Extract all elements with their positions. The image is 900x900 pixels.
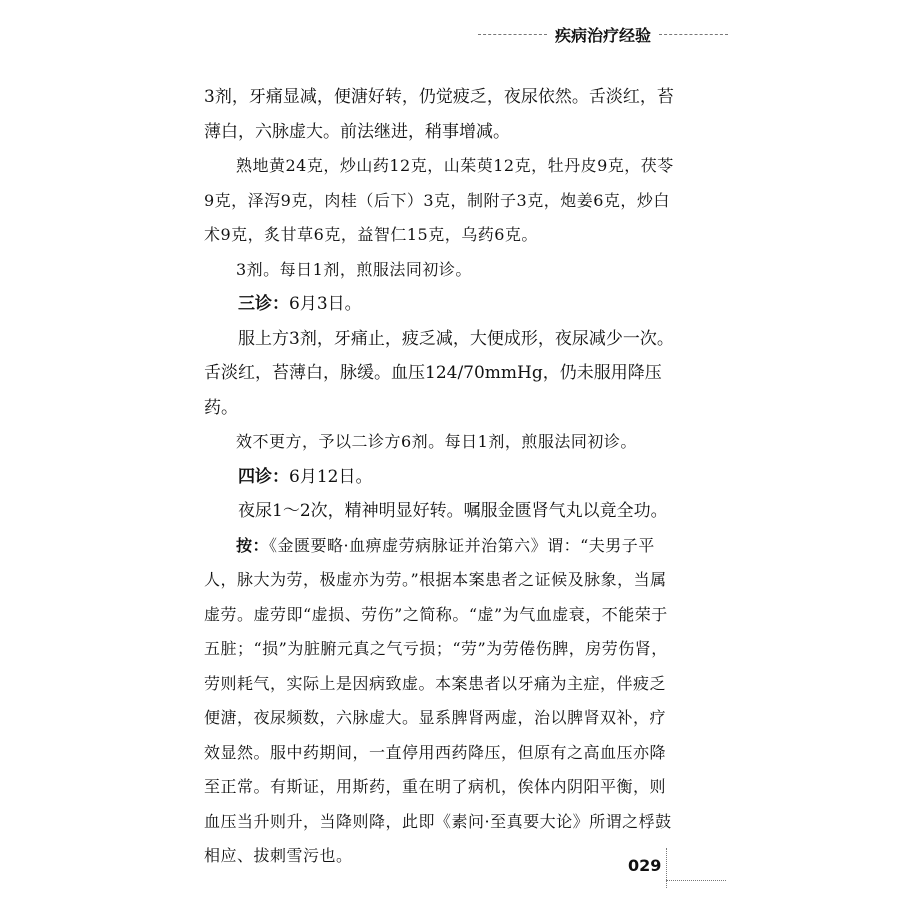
dosage-instruction: 3剂。每日1剂，煎服法同初诊。 xyxy=(236,259,472,279)
header-title: 疾病治疗经验 xyxy=(555,25,652,45)
paragraph-continuation: 3剂，牙痛显减，便溏好转，仍觉疲乏，夜尿依然。舌淡红，苔薄白，六脉虚大。前法继进，稍事增减。 xyxy=(204,87,674,142)
running-header xyxy=(478,22,728,46)
page-number: 029 xyxy=(628,856,662,875)
fourth-visit-label: 四诊： xyxy=(238,466,289,487)
fourth-visit-date: 6月12日。 xyxy=(289,466,373,487)
page-corner-vertical-rule xyxy=(666,848,667,888)
commentary-label: 按： xyxy=(236,535,270,555)
third-visit-prescription: 效不更方，予以二诊方6剂。每日1剂，煎服法同初诊。 xyxy=(236,432,637,451)
third-visit-label: 三诊： xyxy=(238,294,289,314)
commentary-text: 《金匮要略·血痹虚劳病脉证并治第六》谓：“夫男子平人，脉大为劳，极虚亦为劳。”根据本案患者之证候及脉象，当属虚劳。虚劳即“虚损、劳伤”之简称。“虚”为气血虚衰，不能荣于五脏；“损”为脏腑元真之气亏损；“劳”为劳倦伤脾，房劳伤肾，劳则耗气，实际上是因病致虚。本案患者以牙痛为主症，伴疲乏便溏，夜尿频数，六脉虚大。显系脾肾两虚，治以脾肾双补，疗效显然。服中药期间，一直停用西药降压，但原有之高血压亦降至正常。有斯证，用斯药，重在明了病机，俟体内阴阳平衡，则血压当升则升，当降则降，此即《素问·至真要大论》所谓之桴鼓相应、拔刺雪污也。 xyxy=(204,535,672,865)
header-left-rule xyxy=(478,34,547,35)
header-right-rule xyxy=(659,34,728,35)
fourth-visit-heading xyxy=(204,460,674,495)
third-visit-date: 6月3日。 xyxy=(289,294,362,314)
page-body xyxy=(204,80,674,874)
page-corner-horizontal-rule xyxy=(666,880,726,881)
third-visit-paragraph: 服上方3剂，牙痛止，疲乏减，大便成形，夜尿减少一次。舌淡红，苔薄白，脉缓。血压124/70mmHg，仍未服用降压药。 xyxy=(204,328,674,418)
prescription-paragraph: 熟地黄24克，炒山药12克，山茱萸12克，牡丹皮9克，茯苓9克，泽泻9克，肉桂（后下）3克，制附子3克，炮姜6克，炒白术9克，炙甘草6克，益智仁15克，乌药6克。 xyxy=(204,156,674,244)
commentary-paragraph xyxy=(204,529,674,874)
fourth-visit-paragraph: 夜尿1～2次，精神明显好转。嘱服金匮肾气丸以竟全功。 xyxy=(238,501,668,521)
third-visit-heading xyxy=(204,287,674,322)
